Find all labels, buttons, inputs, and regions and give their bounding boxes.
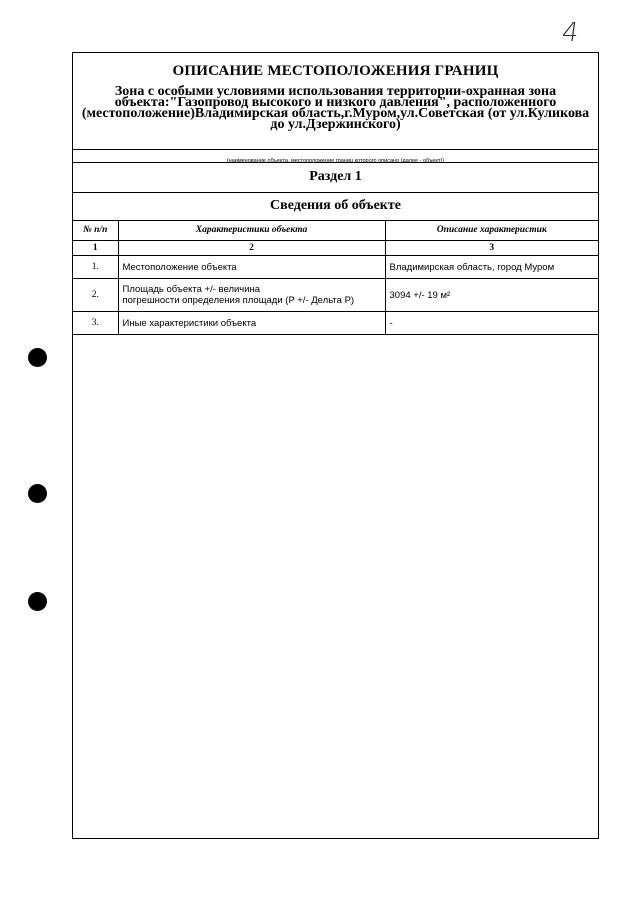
- document-frame: [72, 52, 599, 839]
- characteristic-line: погрешности определения площади (P +/- Дельта P): [122, 295, 355, 306]
- binder-hole: [28, 348, 47, 367]
- column-number-row: [73, 241, 598, 256]
- header-characteristics: Характеристики объекта: [118, 220, 385, 241]
- row-description: -: [385, 312, 598, 335]
- row-number: 3.: [73, 312, 118, 335]
- section-title: Раздел 1: [309, 169, 362, 184]
- row-number: 1.: [73, 256, 118, 279]
- row-number: 2.: [73, 279, 118, 312]
- page-number: 4: [559, 18, 581, 48]
- binder-hole: [28, 592, 47, 611]
- row-characteristic: [118, 256, 385, 279]
- table-row: [73, 312, 598, 335]
- table-row: [73, 279, 598, 312]
- document-title: ОПИСАНИЕ МЕСТОПОЛОЖЕНИЯ ГРАНИЦ: [172, 63, 499, 79]
- table-header-row: [73, 220, 598, 241]
- characteristics-table: [73, 220, 598, 335]
- title-block: [73, 53, 598, 150]
- header-number: № п/п: [73, 220, 118, 241]
- column-number: 1: [73, 241, 118, 256]
- table-row: [73, 256, 598, 279]
- row-description: Владимирская область, город Муром: [385, 256, 598, 279]
- column-number: 3: [385, 241, 598, 256]
- document-subtitle: [77, 86, 594, 130]
- header-description: Описание характеристик: [385, 220, 598, 241]
- object-caption: (наименование объекта, местоположение границ которого описано (далее - объект)): [226, 158, 445, 164]
- subtitle-line: объекта:"Газопровод высокого и низкого давления", расположенного: [114, 95, 557, 110]
- row-description: 3094 +/- 19 м²: [385, 279, 598, 312]
- characteristic-line: Иные характеристики объекта: [122, 317, 257, 329]
- characteristic-line: Площадь объекта +/- величина: [122, 284, 261, 295]
- subtitle-line: Зона с особыми условиями использования территории-охранная зона: [114, 84, 557, 99]
- subtitle-line: (местоположение)Владимирская область,г.Муром,ул.Советская (от ул.Куликова: [81, 106, 590, 121]
- binder-hole: [28, 484, 47, 503]
- caption-row: [73, 149, 598, 163]
- column-number: 2: [118, 241, 385, 256]
- subtitle-line: до ул.Дзержинского): [270, 117, 401, 132]
- characteristic-line: Местоположение объекта: [122, 261, 237, 273]
- row-characteristic: [118, 279, 385, 312]
- section-row: [73, 162, 598, 193]
- info-title: Сведения об объекте: [270, 198, 401, 213]
- info-row: [73, 192, 598, 221]
- row-characteristic: [118, 312, 385, 335]
